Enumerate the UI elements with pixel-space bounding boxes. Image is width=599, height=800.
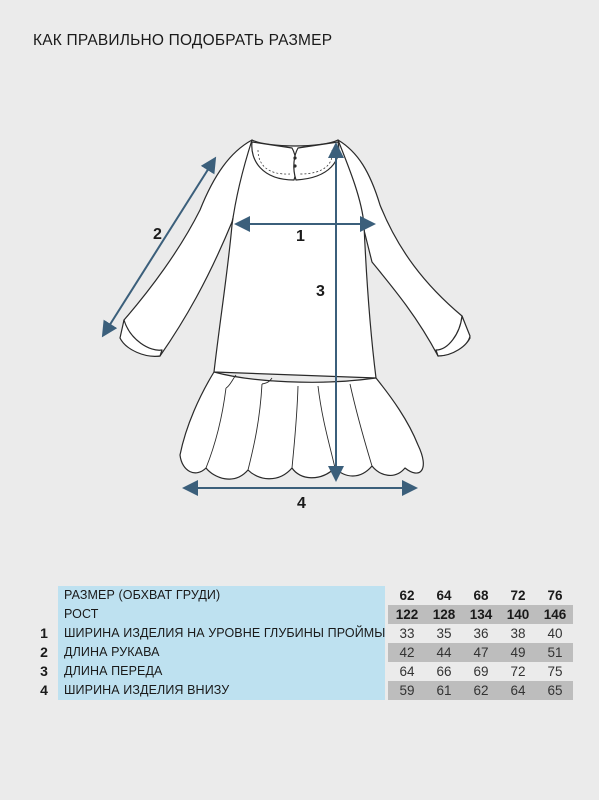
value-cell: 72 xyxy=(499,586,536,605)
value-cell: 128 xyxy=(425,605,462,624)
row-label: ШИРИНА ИЗДЕЛИЯ ВНИЗУ xyxy=(58,681,385,700)
value-cell: 76 xyxy=(536,586,573,605)
measure-label-3: 3 xyxy=(316,283,325,300)
row-index xyxy=(30,605,58,624)
measure-label-4: 4 xyxy=(297,495,306,512)
value-cell: 64 xyxy=(499,681,536,700)
table-row xyxy=(30,643,573,662)
value-cell: 146 xyxy=(536,605,573,624)
value-cell: 68 xyxy=(462,586,499,605)
table-row xyxy=(30,681,573,700)
table-row xyxy=(30,624,573,643)
value-cell: 40 xyxy=(536,624,573,643)
table-row xyxy=(30,662,573,681)
measure-label-1: 1 xyxy=(296,228,305,245)
row-label: ДЛИНА РУКАВА xyxy=(58,643,385,662)
row-label: ДЛИНА ПЕРЕДА xyxy=(58,662,385,681)
table-row xyxy=(30,605,573,624)
row-index: 4 xyxy=(40,682,48,698)
value-cell: 69 xyxy=(462,662,499,681)
value-cell: 64 xyxy=(425,586,462,605)
skirt xyxy=(180,372,423,479)
value-cell: 62 xyxy=(388,586,425,605)
value-cell: 33 xyxy=(388,624,425,643)
value-cell: 51 xyxy=(536,643,573,662)
value-cell: 47 xyxy=(462,643,499,662)
page-title: КАК ПРАВИЛЬНО ПОДОБРАТЬ РАЗМЕР xyxy=(33,32,333,49)
measure-label-2: 2 xyxy=(153,226,162,243)
value-cell: 64 xyxy=(388,662,425,681)
value-cell: 59 xyxy=(388,681,425,700)
value-cell: 42 xyxy=(388,643,425,662)
table-row xyxy=(30,586,573,605)
value-cell: 66 xyxy=(425,662,462,681)
value-cell: 140 xyxy=(499,605,536,624)
row-label: ШИРИНА ИЗДЕЛИЯ НА УРОВНЕ ГЛУБИНЫ ПРОЙМЫ xyxy=(58,624,385,643)
size-table xyxy=(30,586,573,700)
value-cell: 134 xyxy=(462,605,499,624)
value-cell: 35 xyxy=(425,624,462,643)
value-cell: 49 xyxy=(499,643,536,662)
row-index: 3 xyxy=(40,663,48,679)
row-index: 1 xyxy=(40,625,48,641)
row-label: РОСТ xyxy=(58,605,385,624)
row-index: 2 xyxy=(40,644,48,660)
value-cell: 75 xyxy=(536,662,573,681)
value-cell: 38 xyxy=(499,624,536,643)
row-index xyxy=(30,586,58,605)
value-cell: 122 xyxy=(388,605,425,624)
value-cell: 62 xyxy=(462,681,499,700)
value-cell: 72 xyxy=(499,662,536,681)
row-label: РАЗМЕР (ОБХВАТ ГРУДИ) xyxy=(58,586,385,605)
value-cell: 36 xyxy=(462,624,499,643)
value-cell: 61 xyxy=(425,681,462,700)
value-cell: 65 xyxy=(536,681,573,700)
value-cell: 44 xyxy=(425,643,462,662)
